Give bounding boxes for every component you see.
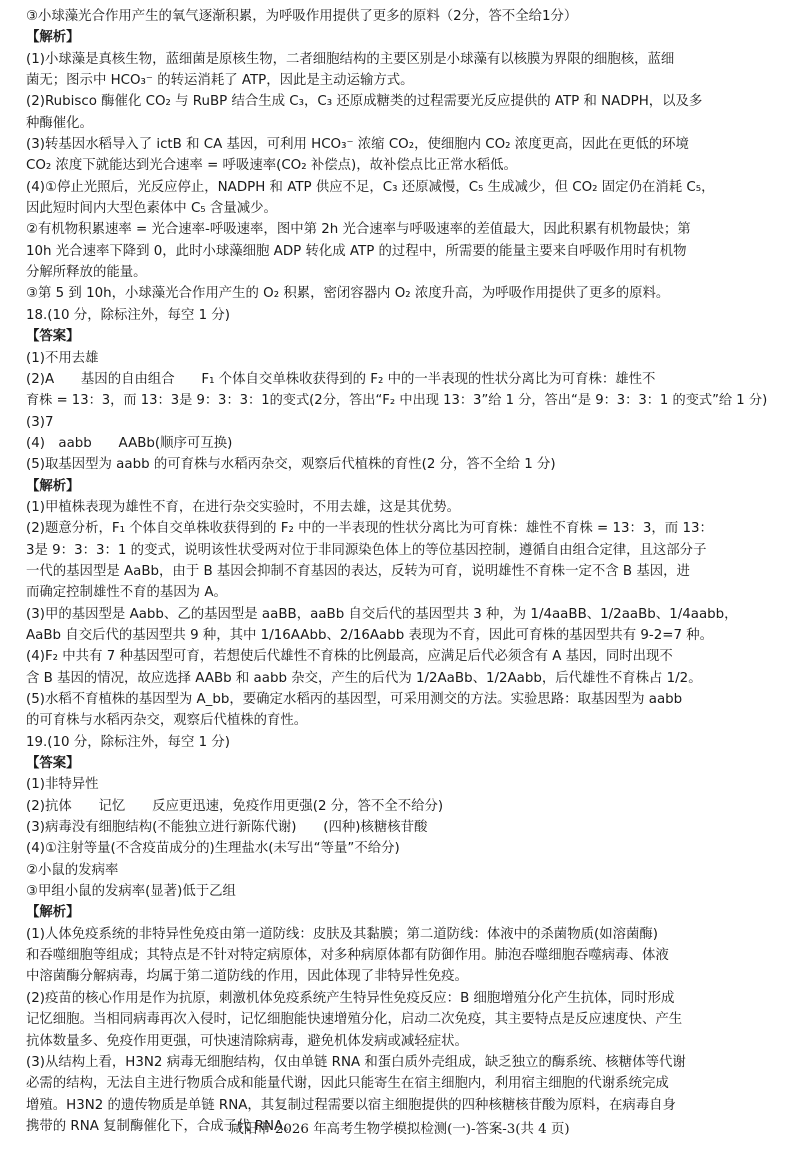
text-line: (5)取基因型为 aabb 的可育株与水稻丙杂交，观察后代植株的育性(2 分，答不全给 1 分)	[26, 457, 556, 473]
question-number-line: 19.(10 分，除标注外，每空 1 分)	[26, 734, 230, 750]
text-line: ③第 5 到 10h，小球藻光合作用产生的 O₂ 积累，密闭容器内 O₂ 浓度升高，为呼吸作用提供了更多的原料。	[26, 286, 670, 302]
text-line: (1)非特异性	[26, 777, 99, 793]
analysis-heading: 【解析】	[26, 478, 80, 494]
text-line: 一代的基因型是 AaBb，由于 B 基因会抑制不育基因的表达，反转为可育，说明雄性不育株一定不含 B 基因，进	[26, 563, 690, 579]
text-line: (4) aabb AABb(顺序可互换)	[26, 435, 233, 451]
text-line: (4)①注射等量(不含疫苗成分的)生理盐水(未写出“等量”不给分)	[26, 841, 400, 857]
text-line: 含 B 基因的情况，故应选择 AABb 和 aabb 杂交，产生的后代为 1/2AaBb、1/2Aabb，后代雄性不育株占 1/2。	[26, 670, 702, 686]
text-line: (3)甲的基因型是 Aabb、乙的基因型是 aaBB，aaBb 自交后代的基因型共 3 种，为 1/4aaBB、1/2aaBb、1/4aabb，	[26, 606, 738, 622]
text-line: (3)从结构上看，H3N2 病毒无细胞结构，仅由单链 RNA 和蛋白质外壳组成，缺乏独立的酶系统、核糖体等代谢	[26, 1054, 686, 1070]
analysis-heading: 【解析】	[26, 30, 80, 46]
text-line: 因此短时间内大型色素体中 C₅ 含量减少。	[26, 201, 277, 217]
text-line: (3)7	[26, 414, 54, 430]
text-line: (2)题意分析，F₁ 个体自交单株收获得到的 F₂ 中的一半表现的性状分离比为可育株：雄性不育株 = 13：3，而 13：	[26, 521, 713, 537]
text-line: 和吞噬细胞等组成；其特点是不针对特定病原体，对多种病原体都有防御作用。肺泡吞噬细胞吞噬病毒、体液	[26, 948, 669, 964]
text-line: (2)疫苗的核心作用是作为抗原，刺激机体免疫系统产生特异性免疫反应：B 细胞增殖分化产生抗体，同时形成	[26, 990, 675, 1006]
text-line: 增殖。H3N2 的遗传物质是单链 RNA，其复制过程需要以宿主细胞提供的四种核糖核苷酸为原料，在病毒自身	[26, 1097, 676, 1113]
text-line: (3)转基因水稻导入了 ictB 和 CA 基因，可利用 HCO₃⁻ 浓缩 CO₂，使细胞内 CO₂ 浓度更高，因此在更低的环境	[26, 137, 689, 153]
text-line: AaBb 自交后代的基因型共 9 种，其中 1/16AAbb、2/16Aabb 表现为不育，因此可育株的基因型共有 9-2=7 种。	[26, 627, 714, 643]
text-line: 抗体数量多、免疫作用更强，可快速清除病毒，避免机体发病或减轻症状。	[26, 1033, 468, 1049]
text-line: (1)不用去雄	[26, 350, 99, 366]
question-number-line: 18.(10 分，除标注外，每空 1 分)	[26, 307, 230, 323]
answer-text-body	[26, 6, 778, 1137]
text-line: 菌无；图示中 HCO₃⁻ 的转运消耗了 ATP，因此是主动运输方式。	[26, 73, 414, 89]
text-line: (1)甲植株表现为雄性不育，在进行杂交实验时，不用去雄，这是其优势。	[26, 499, 461, 515]
text-line: (5)水稻不育植株的基因型为 A_bb，要确定水稻丙的基因型，可采用测交的方法。实验思路：取基因型为 aabb	[26, 692, 683, 707]
text-line: 中溶菌酶分解病毒，均属于第二道防线的作用，因此体现了非特异性免疫。	[26, 969, 468, 985]
text-line: ②有机物积累速率 = 光合速率-呼吸速率，图中第 2h 光合速率与呼吸速率的差值最大，因此积累有机物最快；第	[26, 222, 691, 238]
text-line: ③甲组小鼠的发病率(显著)低于乙组	[26, 884, 236, 900]
text-line: 必需的结构，无法自主进行物质合成和能量代谢，因此只能寄生在宿主细胞内，利用宿主细胞的代谢系统完成	[26, 1076, 669, 1092]
answer-heading: 【答案】	[26, 756, 80, 772]
text-line: 10h 光合速率下降到 0，此时小球藻细胞 ADP 转化成 ATP 的过程中，所需要的能量主要来自呼吸作用时有机物	[26, 243, 687, 259]
text-line: (4)①停止光照后，光反应停止，NADPH 和 ATP 供应不足，C₃ 还原减慢，C₅ 生成减少，但 CO₂ 固定仍在消耗 C₅，	[26, 179, 715, 195]
text-line: ③小球藻光合作用产生的氧气逐渐积累，为呼吸作用提供了更多的原料（2分，答不全给1分）	[26, 9, 578, 24]
text-line: (1)小球藻是真核生物，蓝细菌是原核生物，二者细胞结构的主要区别是小球藻有以核膜为界限的细胞核，蓝细	[26, 51, 675, 67]
text-line: (4)F₂ 中共有 7 种基因型可育，若想使后代雄性不育株的比例最高，应满足后代必须含有 A 基因，同时出现不	[26, 649, 673, 665]
text-line: ②小鼠的发病率	[26, 862, 119, 878]
analysis-heading: 【解析】	[26, 905, 80, 921]
text-line: 记忆细胞。当相同病毒再次入侵时，记忆细胞能快速增殖分化，启动二次免疫，其主要特点是反应速度快、产生	[26, 1012, 683, 1028]
text-line: (3)病毒没有细胞结构(不能独立进行新陈代谢) (四种)核糖核苷酸	[26, 820, 428, 836]
answer-heading: 【答案】	[26, 329, 80, 345]
text-line: 携带的 RNA 复制酶催化下，合成子代 RNA。	[26, 1118, 297, 1134]
text-line: (2)Rubisco 酶催化 CO₂ 与 RuBP 结合生成 C₃，C₃ 还原成糖类的过程需要光反应提供的 ATP 和 NADPH，以及多	[26, 94, 703, 110]
text-line: (2)抗体 记忆 反应更迅速，免疫作用更强(2 分，答不全不给分)	[26, 798, 444, 814]
text-line: (1)人体免疫系统的非特异性免疫由第一道防线：皮肤及其黏膜；第二道防线：体液中的杀菌物质(如溶菌酶)	[26, 926, 658, 942]
page-footer: 咸阳市 2026 年高考生物学模拟检测(一)-答案-3(共 4 页)	[230, 1122, 570, 1137]
text-line: 的可育株与水稻丙杂交，观察后代植株的育性。	[26, 713, 308, 729]
text-line: CO₂ 浓度下就能达到光合速率 = 呼吸速率(CO₂ 补偿点)，故补偿点比正常水稻低。	[26, 158, 517, 174]
text-line: 育株 = 13：3，而 13：3是 9：3：3：1的变式(2分，答出“F₂ 中出现 13：3”给 1 分，答出“是 9：3：3：1 的变式”给 1 分)	[26, 393, 768, 409]
text-line: 分解所释放的能量。	[26, 265, 147, 281]
text-line: 而确定控制雄性不育的基因为 A。	[26, 585, 227, 601]
text-line: 种酶催化。	[26, 115, 93, 131]
text-line: 3是 9：3：3：1 的变式，说明该性状受两对位于非同源染色体上的等位基因控制，遵循自由组合定律，且这部分子	[26, 542, 707, 558]
text-line: (2)A 基因的自由组合 F₁ 个体自交单株收获得到的 F₂ 中的一半表现的性状分离比为可育株：雄性不	[26, 371, 656, 387]
